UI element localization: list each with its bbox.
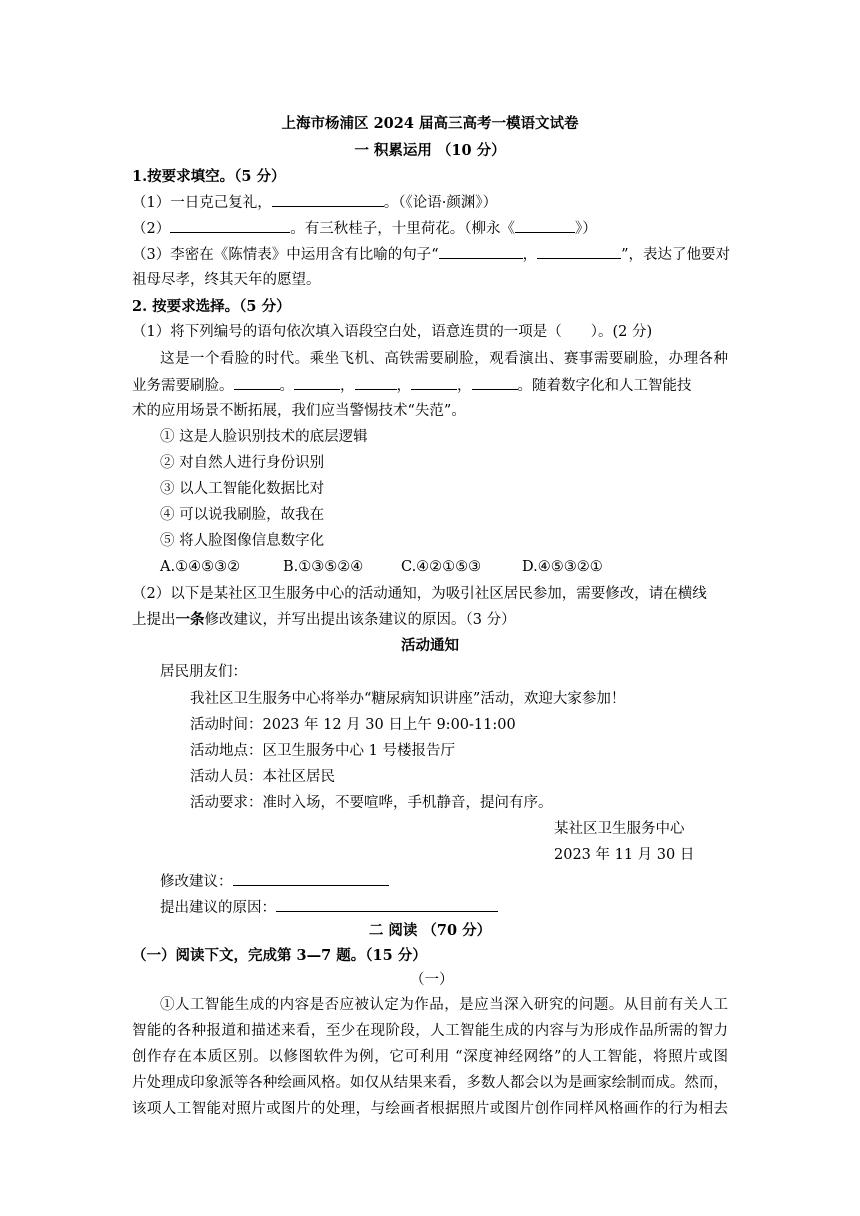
notice-title: 活动通知 [401,637,459,654]
article-line: 片处理成印象派等各种绘画风格。如仅从结果来看，多数人都会以为是画家绘制而成。然而， [132,1075,728,1091]
reason-label: 提出建议的原因： [160,900,276,916]
notice-signature: 某社区卫生服务中心 [554,821,685,837]
q1-item3-pre: （3）李密在《陈情表》中运用含有比喻的句子“ [132,247,439,263]
sub2-emphasis: 一条 [175,611,205,628]
suggestion-label: 修改建议： [160,874,233,890]
q1-item1 [132,192,497,213]
q1-item3-comma: ， [522,247,538,263]
q2-sub2-line2 [132,610,516,630]
option-item: ⑤ 将人脸图像信息数字化 [160,533,325,549]
punctuation: ， [340,378,355,394]
choice-d[interactable]: D.④⑤③②① [522,559,603,575]
exam-title: 上海市杨浦区 2024 届高三高考一模语文试卷 [281,115,579,132]
article-line: ①人工智能生成的内容是否应被认定为作品，是应当深入研究的问题。从目前有关人工 [160,997,728,1013]
section2-heading: 二 阅读 （70 分） [368,922,492,939]
punctuation: 。 [279,378,294,394]
sub2-text: 修改建议，并写出提出该条建议的原因。（3 分） [204,612,516,628]
q2-title: 2. 按要求选择。（5 分） [132,298,291,315]
answer-blank[interactable] [234,375,280,390]
notice-place: 活动地点：区卫生服务中心 1 号楼报告厅 [190,743,455,759]
part1-title: （一）阅读下文，完成第 3—7 题。（15 分） [132,947,427,964]
q1-item1-post: 。（《论语·颜渊》） [383,195,498,211]
q2-para-line2-start: 业务需要刷脸。 [132,378,234,394]
q1-item2 [132,218,597,239]
option-item: ④ 可以说我刷脸，故我在 [160,507,325,523]
notice-body: 我社区卫生服务中心将举办“糖尿病知识讲座”活动，欢迎大家参加！ [190,691,626,707]
choice-a[interactable]: A.①④⑤③② [160,559,241,575]
section1-heading: 一 积累运用 （10 分） [354,142,506,159]
q1-item3-post: ”，表达了他要对 [621,247,731,263]
q1-item2-pre: （2） [132,221,171,237]
answer-blank[interactable] [272,192,384,207]
notice-time: 活动时间：2023 年 12 月 30 日上午 9:00-11:00 [190,717,516,733]
choice-b[interactable]: B.①③⑤②④ [283,559,364,575]
q2-para-line2-end: 。随着数字化和人工智能技 [517,378,692,394]
answer-blank[interactable] [515,218,575,233]
suggestion-row [160,871,389,892]
article-line: 该项人工智能对照片或图片的处理，与绘画者根据照片或图片创作同样风格画作的行为相去 [132,1101,728,1117]
choice-c[interactable]: C.④②①⑤③ [401,559,482,575]
answer-blank[interactable] [537,244,621,259]
q1-item3-line2: 祖母尽孝，终其天年的愿望。 [132,272,321,288]
punctuation: ， [396,378,411,394]
q1-item2-post: 。有三秋桂子，十里荷花。（柳永《 [290,221,515,237]
notice-rules: 活动要求：准时入场，不要喧哗，手机静音，提问有序。 [190,795,553,811]
q1-item1-pre: （1）一日克己复礼， [132,195,272,211]
notice-date: 2023 年 11 月 30 日 [554,847,695,863]
q1-item3-line1 [132,244,730,265]
answer-blank[interactable] [170,218,290,233]
option-item: ② 对自然人进行身份识别 [160,455,325,471]
suggestion-blank[interactable] [233,871,389,886]
punctuation: ， [457,378,472,394]
article-line: 智能的各种报道和描述来看，至少在现阶段，人工智能生成的内容与为形成作品所需的智力 [132,1023,728,1039]
answer-blank[interactable] [355,375,397,390]
answer-blank[interactable] [411,375,457,390]
q1-title: 1.按要求填空。（5 分） [132,168,286,185]
answer-blank[interactable] [472,375,518,390]
q2-sub1: （1）将下列编号的语句依次填入语段空白处，语意连贯的一项是（ ）。(2 分) [132,324,653,340]
reason-row [160,897,498,918]
answer-blank[interactable] [439,244,523,259]
sub2-text: 上提出 [132,612,176,628]
q2-para-line1: 这是一个看脸的时代。乘坐飞机、高铁需要刷脸，观看演出、赛事需要刷脸，办理各种 [160,351,728,367]
reason-blank[interactable] [276,897,498,912]
q2-para-line2 [132,375,692,396]
article-line: 创作存在本质区别。以修图软件为例，它可利用 “深度神经网络”的人工智能，将照片或图 [132,1049,728,1065]
q2-para-line3: 术的应用场景不断拓展，我们应当警惕技术“失范”。 [132,403,466,419]
notice-people: 活动人员：本社区居民 [190,769,335,785]
answer-blank[interactable] [294,375,340,390]
q2-sub2-line1: （2）以下是某社区卫生服务中心的活动通知，为吸引社区居民参加，需要修改，请在横线 [132,586,707,602]
option-item: ① 这是人脸识别技术的底层逻辑 [160,429,368,445]
notice-greeting: 居民朋友们： [160,664,247,680]
q1-item2-end: 》） [574,221,597,237]
article-marker: （一） [410,972,454,988]
option-item: ③ 以人工智能化数据比对 [160,481,325,497]
